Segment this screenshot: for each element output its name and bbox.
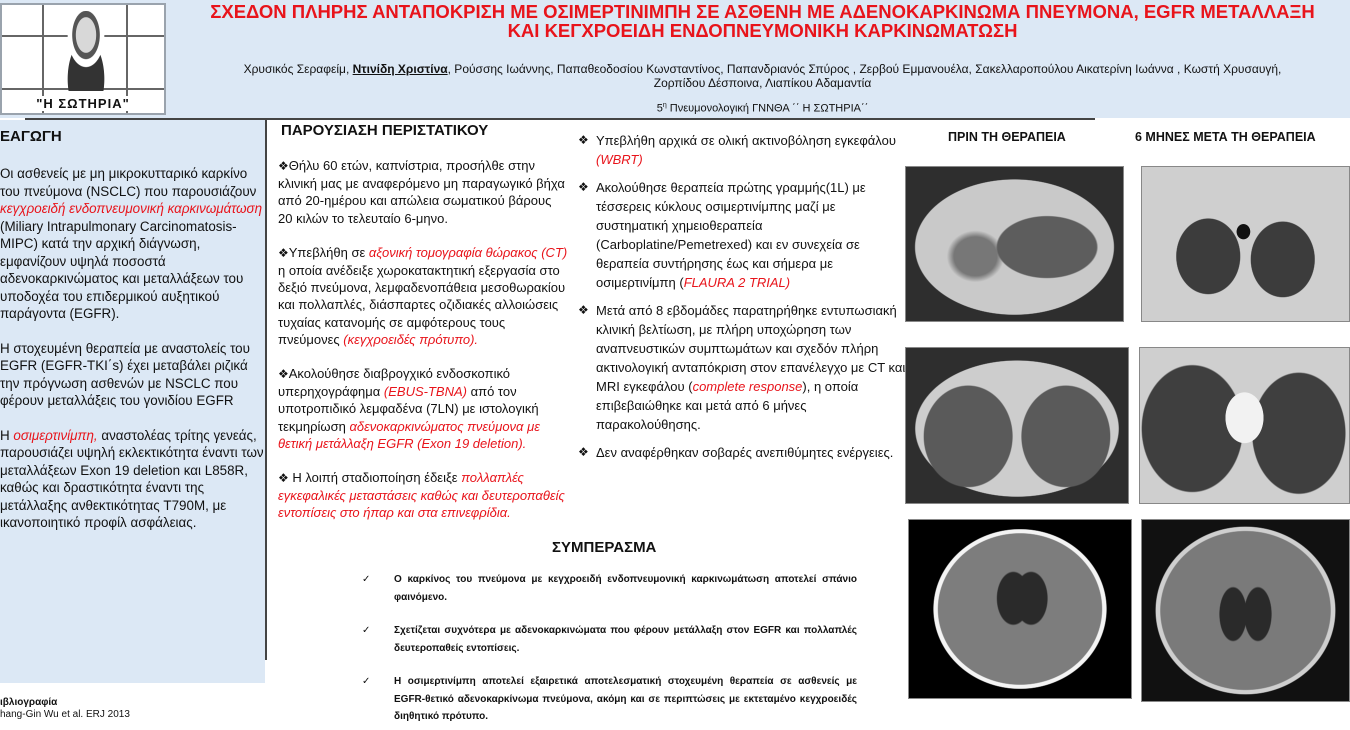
case-paragraph	[278, 244, 568, 348]
highlight-text: οσιμερτινίμπη,	[13, 427, 98, 443]
authors-line-2: Ζορπίδου Δέσποινα, Λιαπίκου Αδαμαντία	[653, 76, 872, 90]
highlight-text: complete response	[692, 379, 803, 394]
case-presentation	[278, 122, 568, 539]
case-heading: ΠΑΡΟΥΣΙΑΣΗ ΠΕΡΙΣΤΑΤΙΚΟΥ	[281, 122, 489, 139]
text: Ο καρκίνος του πνεύμονα με κεγχροειδή ενδοπνευμονική καρκινωμάτωση αποτελεί σπάνιο φαινόμενο.	[394, 574, 857, 603]
text: Η λοιπή σταδιοποίηση έδειξε	[288, 470, 462, 486]
highlight-text: (WBRT)	[596, 152, 643, 167]
diamond-bullet-icon: ❖	[578, 180, 589, 194]
affiliation-text: Πνευμονολογική ΓΝΝΘΑ ΄΄ Η ΣΩΤΗΡΙΑ΄΄	[666, 102, 869, 115]
conclusion-item	[362, 673, 857, 726]
diamond-bullet-icon: ❖	[278, 159, 289, 173]
brain-ct-before-image	[908, 519, 1132, 699]
case-paragraph	[278, 157, 568, 227]
title-line-2: ΚΑΙ ΚΕΓΧΡΟΕΙΔΗ ΕΝΔΟΠΝΕΥΜΟΝΙΚΗ ΚΑΡΚΙΝΩΜΑΤΩΣΗ	[507, 20, 1018, 41]
logo-caption: "Η ΣΩΤΗΡΙΑ"	[2, 96, 164, 111]
diamond-bullet-icon: ❖	[578, 445, 589, 459]
references-heading: ιβλιογραφία	[0, 697, 58, 708]
text: Ακολούθησε διαβρογχικό ενδοσκοπικό υπερηχογράφημα	[278, 366, 511, 400]
divider-vertical	[265, 120, 267, 660]
intro-paragraph: Η στοχευμένη θεραπεία με αναστολείς του EGFR (EGFR-TKI΄s) έχει μεταβάλει ριζικά την πρόγνωση ασθενών με NSCLC που φέρουν μεταλλάξεις του γονιδίου EGFR	[0, 340, 250, 408]
highlight-text: FLAURA 2 TRIAL)	[683, 275, 791, 290]
authors-text: Χρυσικός Σεραφείμ,	[243, 62, 353, 76]
intro-heading: ΕΑΓΩΓΗ	[0, 128, 62, 145]
treatment-item	[578, 443, 906, 462]
affiliation	[175, 102, 1350, 115]
brain-mri-after-image	[1141, 519, 1350, 702]
authors-text: , Ρούσσης Ιωάννης, Παπαθεοδοσίου Κωνσταντίνος, Παπανδριανός Σπύρος , Ζερβού Εμμανουέλα, Σακελλαροπούλου Αικατερίνη Ιωάννα , Κωστή Χρυσαυγή,	[447, 62, 1282, 76]
authors	[175, 62, 1350, 90]
conclusion-heading: ΣΥΜΠΕΡΑΣΜΑ	[552, 539, 657, 556]
presenting-author: Ντινίδη Χριστίνα	[352, 62, 448, 76]
references	[0, 697, 130, 721]
text: Η οσιμερτινίμπη αποτελεί εξαιρετικά αποτελεσματική στοχευμένη θεραπεία σε ασθενείς με EGFR-θετικό αδενοκαρκίνωμα πνεύμονα, ακόμη και σε περιπτώσεις με εκτεταμένο κεγχροειδές διηθητικό πρότυπο.	[394, 676, 857, 722]
title-line-1: ΣΧΕΔΟΝ ΠΛΗΡΗΣ ΑΝΤΑΠΟΚΡΙΣΗ ΜΕ ΟΣΙΜΕΡΤΙΝΙΜΠΗ ΣΕ ΑΣΘΕΝΗ ΜΕ ΑΔΕΝΟΚΑΡΚΙΝΩΜΑ ΠΝΕΥΜΟΝΑ, EGFR ΜΕΤΑΛΛΑΞΗ	[210, 1, 1315, 22]
conclusion-item	[362, 571, 857, 606]
affiliation-number: 5	[656, 102, 663, 115]
highlight-text: αδενοκαρκινώματος πνεύμονα με θετική μετάλλαξη EGFR (Exon 19 deletion).	[278, 418, 540, 451]
diamond-bullet-icon: ❖	[578, 303, 589, 317]
text: Μετά από 8 εβδομάδες παρατηρήθηκε εντυπωσιακή κλινική βελτίωση, με πλήρη υποχώρηση των αναπνευστικών συμπτωμάτων και σχεδόν πλήρη ακτινολογική ανταπόκριση στον επανέλεγχο με CT και MRI εγκεφάλου (	[596, 303, 906, 394]
ct-chest-lower-before-image	[905, 347, 1129, 504]
portrait-image	[54, 11, 118, 91]
text: Υπεβλήθη αρχικά σε ολική ακτινοβόληση εγκεφάλου	[596, 133, 896, 148]
text: ), η οποία επιβεβαιώθηκε και μετά από 6 μήνες παρακολούθησης.	[596, 379, 859, 432]
poster-title	[175, 2, 1350, 40]
conclusion-item	[362, 622, 857, 657]
text: η οποία ανέδειξε χωροκατακτητική εξεργασία στο δεξιό πνεύμονα, λεμφαδενοπάθεια μεσοθωρακίου και πολλαπλές, διάσπαρτες οζιδιακές αλλοιώσεις τυχαίας κατανομής σε αμφότερους τους πνεύμονες	[278, 263, 566, 347]
highlight-text: κεγχροειδή ενδοπνευμονική καρκινωμάτωση	[0, 201, 263, 216]
text: Ακολούθησε θεραπεία πρώτης γραμμής(1L) με τέσσερεις κύκλους οσιμερτινίμπης μαζί με συστηματική χημειοθεραπεία (Carboplatine/Pemetrexed) και εν συνεχεία σε θεραπεία συντήρησης έως και σήμερα με οσιμερτινίμπη (	[596, 180, 866, 290]
ct-chest-upper-before-image	[905, 166, 1124, 322]
text: αναστολέας τρίτης γενεάς, παρουσιάζει υψηλή εκλεκτικότητα έναντι των μεταλλάξεων Exon 19 deletion και L858R, καθώς και δραστικότητα έναντι της μετάλλαξης ανθεκτικότητας T790M, με ικανοποιητικό προφίλ ασφάλειας.	[0, 427, 264, 530]
diamond-bullet-icon: ❖	[278, 367, 289, 382]
intro-paragraph	[0, 427, 265, 532]
checkmark-icon: ✓	[362, 625, 371, 636]
case-paragraph	[278, 365, 568, 452]
ct-chest-upper-after-image	[1141, 166, 1350, 322]
treatment-item	[578, 178, 906, 292]
diamond-bullet-icon: ❖	[578, 133, 589, 147]
ct-chest-lower-after-image	[1139, 347, 1350, 504]
conclusion-list	[362, 571, 857, 730]
text: Η	[0, 427, 14, 443]
text: (Miliary Intrapulmonary Carcinomatosis-MIPC) κατά την αρχική διάγνωση, εμφανίζουν υψηλά ποσοστά αδενοκαρκινώματος και μεταλλάξεων του υποδοχέα του επιδερμικού αυξητικού παράγοντα (EGFR).	[0, 218, 244, 321]
text: από τον υποτροπιδικό λεμφαδένα (7LN) με ιστολογική τεκμηρίωση	[278, 384, 539, 434]
highlight-text: (EBUS-TBNA)	[383, 384, 467, 400]
text: Υπεβλήθη σε	[288, 244, 369, 260]
text: Θήλυ 60 ετών, καπνίστρια, προσήλθε στην κλινική μας με αναφερόμενο μη παραγωγικό βήχα από 20-ημέρου και απώλεια σωματικού βάρους 20 κιλών το τελευταίο 6-μηνο.	[278, 158, 565, 226]
before-treatment-label: ΠΡΙΝ ΤΗ ΘΕΡΑΠΕΙΑ	[948, 130, 1066, 144]
intro-paragraph	[0, 165, 265, 323]
case-text	[278, 157, 568, 522]
text: Δεν αναφέρθηκαν σοβαρές ανεπιθύμητες ενέργειες.	[596, 445, 894, 460]
checkmark-icon: ✓	[362, 676, 371, 687]
diamond-bullet-icon: ❖	[278, 245, 289, 260]
highlight-text: (κεγχροειδές πρότυπο).	[343, 331, 479, 347]
introduction-panel	[0, 120, 265, 683]
treatment-item	[578, 301, 906, 434]
case-paragraph	[278, 469, 568, 522]
text: Οι ασθενείς με μη μικροκυτταρικό καρκίνο του πνεύμονα (NSCLC) που παρουσιάζουν	[0, 166, 257, 199]
treatment-course	[578, 131, 906, 471]
hospital-logo	[0, 3, 166, 115]
highlight-text: πολλαπλές εγκεφαλικές μεταστάσεις καθώς και δευτεροπαθείς εντοπίσεις στο ήπαρ και στα επινεφρίδια.	[278, 470, 565, 521]
affiliation-sup: η	[662, 102, 667, 109]
text: Σχετίζεται συχνότερα με αδενοκαρκινώματα που φέρουν μετάλλαξη στον EGFR και πολλαπλές δευτεροπαθείς εντοπίσεις.	[394, 625, 857, 654]
intro-text	[0, 165, 265, 549]
treatment-item	[578, 131, 906, 169]
after-treatment-label: 6 ΜΗΝΕΣ ΜΕΤΑ ΤΗ ΘΕΡΑΠΕΙΑ	[1135, 130, 1316, 144]
highlight-text: αξονική τομογραφία θώρακος (CT)	[368, 244, 568, 260]
diamond-bullet-icon: ❖	[278, 471, 289, 486]
reference-item: hang-Gin Wu et al. ERJ 2013	[0, 709, 130, 720]
checkmark-icon: ✓	[362, 574, 371, 585]
